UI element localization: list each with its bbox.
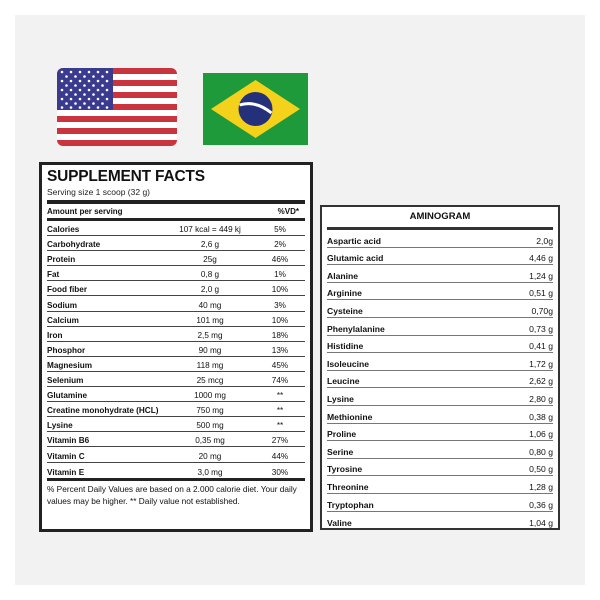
nutrient-amount: 107 kcal = 449 kj <box>179 225 241 235</box>
table-row <box>327 459 553 477</box>
aminogram-title: AMINOGRAM <box>409 211 471 222</box>
nutrient-amount: 750 mg <box>196 406 224 416</box>
amino-acid-value: 1,04 g <box>529 518 553 529</box>
amino-acid-name: Lysine <box>327 393 354 404</box>
nutrient-name: Magnesium <box>47 360 93 370</box>
nutrient-amount: 500 mg <box>196 421 224 431</box>
table-row <box>327 318 553 336</box>
vd-header: %VD* <box>277 207 299 216</box>
amino-acid-value: 2,80 g <box>529 393 553 404</box>
amino-acid-value: 4,46 g <box>529 253 553 264</box>
nutrient-vd: 2% <box>274 240 286 250</box>
amino-acid-value: 2,0g <box>536 235 553 246</box>
amino-acid-value: 0,41 g <box>529 341 553 352</box>
table-row <box>327 248 553 266</box>
nutrient-name: Iron <box>47 330 63 340</box>
nutrient-amount: 0,8 g <box>200 270 220 280</box>
amino-acid-name: Glutamic acid <box>327 253 384 264</box>
nutrient-vd: 45% <box>271 360 289 370</box>
nutrient-amount: 101 mg <box>196 315 224 325</box>
amino-acid-value: 0,38 g <box>529 411 553 422</box>
nutrient-vd: 3% <box>274 300 286 310</box>
nutrient-amount: 118 mg <box>196 360 224 370</box>
table-row <box>327 353 553 371</box>
nutrient-vd: 46% <box>271 255 289 265</box>
nutrient-vd: ** <box>276 421 284 431</box>
table-row <box>327 371 553 389</box>
amino-acid-value: 1,24 g <box>529 270 553 281</box>
nutrient-name: Food fiber <box>47 285 88 295</box>
table-row <box>327 512 553 530</box>
table-row <box>47 236 305 251</box>
table-row <box>327 406 553 424</box>
nutrient-name: Vitamin E <box>47 467 85 477</box>
nutrient-name: Fat <box>47 270 60 280</box>
nutrient-vd: 10% <box>271 315 289 325</box>
supplement-facts-table <box>39 162 313 532</box>
us-flag-icon <box>57 68 177 146</box>
nutrient-vd: 27% <box>271 436 289 446</box>
nutrient-amount: 2,0 g <box>200 285 220 295</box>
nutrient-amount: 3,0 mg <box>197 467 223 477</box>
supplement-facts-title: SUPPLEMENT FACTS <box>47 168 205 185</box>
table-row <box>47 281 305 296</box>
nutrient-amount: 25g <box>203 255 217 265</box>
table-row <box>47 312 305 327</box>
amino-acid-name: Alanine <box>327 270 359 281</box>
nutrient-vd: 13% <box>271 345 289 355</box>
amino-acid-name: Arginine <box>327 288 362 299</box>
amino-acid-name: Serine <box>327 446 354 457</box>
nutrient-amount: 0,35 mg <box>195 436 225 446</box>
table-row <box>47 327 305 342</box>
table-row <box>327 424 553 442</box>
brazil-flag-icon <box>203 73 308 145</box>
nutrient-vd: 44% <box>271 451 289 461</box>
table-row <box>327 283 553 301</box>
nutrient-name: Carbohydrate <box>47 240 101 250</box>
nutrient-name: Vitamin C <box>47 451 85 461</box>
table-row <box>47 342 305 357</box>
table-row <box>327 300 553 318</box>
nutrient-amount: 90 mg <box>198 345 222 355</box>
footnote: % Percent Daily Values are based on a 2.000 calorie diet. Your daily values may be higher. ** Daily value not established. <box>47 478 305 507</box>
nutrient-name: Sodium <box>47 300 78 310</box>
amino-acid-name: Isoleucine <box>327 358 370 369</box>
table-row <box>47 387 305 402</box>
table-row <box>47 221 305 236</box>
supplement-header-row <box>47 204 305 218</box>
nutrient-vd: ** <box>276 406 284 416</box>
amino-acid-name: Tyrosine <box>327 464 363 475</box>
nutrient-vd: 30% <box>271 467 289 477</box>
amino-acid-name: Phenylalanine <box>327 323 385 334</box>
table-row <box>47 447 305 462</box>
nutrient-amount: 40 mg <box>198 300 222 310</box>
table-row <box>327 388 553 406</box>
table-row <box>327 494 553 512</box>
amino-acid-value: 1,06 g <box>529 429 553 440</box>
nutrient-vd: 74% <box>271 376 289 386</box>
amino-acid-value: 0,50 g <box>529 464 553 475</box>
nutrient-name: Creatine monohydrate (HCL) <box>47 406 159 416</box>
amino-acid-name: Threonine <box>327 481 369 492</box>
nutrient-amount: 20 mg <box>198 451 222 461</box>
nutrient-name: Selenium <box>47 376 84 386</box>
nutrient-name: Protein <box>47 255 76 265</box>
amino-acid-value: 0,70g <box>531 305 553 316</box>
serving-size: Serving size 1 scoop (32 g) <box>47 187 150 197</box>
nutrient-amount: 2,5 mg <box>197 330 223 340</box>
amino-acid-value: 2,62 g <box>529 376 553 387</box>
table-row <box>47 417 305 432</box>
table-row <box>47 372 305 387</box>
nutrient-vd: 10% <box>271 285 289 295</box>
amino-acid-value: 0,80 g <box>529 446 553 457</box>
table-row <box>327 336 553 354</box>
table-row <box>47 251 305 266</box>
supplement-rows <box>47 221 305 478</box>
amount-header: Amount per serving <box>47 207 123 216</box>
amino-acid-value: 1,72 g <box>529 358 553 369</box>
nutrient-name: Calories <box>47 225 80 235</box>
aminogram-table <box>320 205 560 530</box>
nutrient-name: Lysine <box>47 421 73 431</box>
amino-acid-name: Tryptophan <box>327 499 374 510</box>
amino-acid-name: Histidine <box>327 341 364 352</box>
table-row <box>47 296 305 311</box>
table-row <box>327 230 553 248</box>
nutrient-name: Vitamin B6 <box>47 436 90 446</box>
amino-acid-name: Valine <box>327 518 352 529</box>
table-row <box>327 476 553 494</box>
amino-acid-name: Aspartic acid <box>327 235 381 246</box>
amino-acid-name: Methionine <box>327 411 373 422</box>
nutrient-name: Glutamine <box>47 391 88 401</box>
nutrient-amount: 1000 mg <box>194 391 226 401</box>
amino-acid-value: 0,73 g <box>529 323 553 334</box>
table-row <box>327 441 553 459</box>
nutrient-vd: ** <box>276 391 284 401</box>
amino-acid-value: 0,51 g <box>529 288 553 299</box>
amino-acid-name: Cysteine <box>327 305 363 316</box>
nutrient-vd: 1% <box>274 270 286 280</box>
amino-acid-value: 1,28 g <box>529 481 553 492</box>
nutrient-vd: 18% <box>271 330 289 340</box>
aminogram-rows <box>327 230 553 529</box>
amino-acid-name: Leucine <box>327 376 360 387</box>
nutrient-vd: 5% <box>274 225 286 235</box>
nutrient-amount: 2,6 g <box>200 240 220 250</box>
table-row <box>47 357 305 372</box>
table-row <box>327 265 553 283</box>
nutrient-amount: 25 mcg <box>196 376 224 386</box>
amino-acid-name: Proline <box>327 429 357 440</box>
amino-acid-value: 0,36 g <box>529 499 553 510</box>
table-row <box>47 432 305 447</box>
nutrient-name: Phosphor <box>47 345 86 355</box>
table-row <box>47 266 305 281</box>
table-row <box>47 402 305 417</box>
table-row <box>47 463 305 478</box>
nutrient-name: Calcium <box>47 315 79 325</box>
